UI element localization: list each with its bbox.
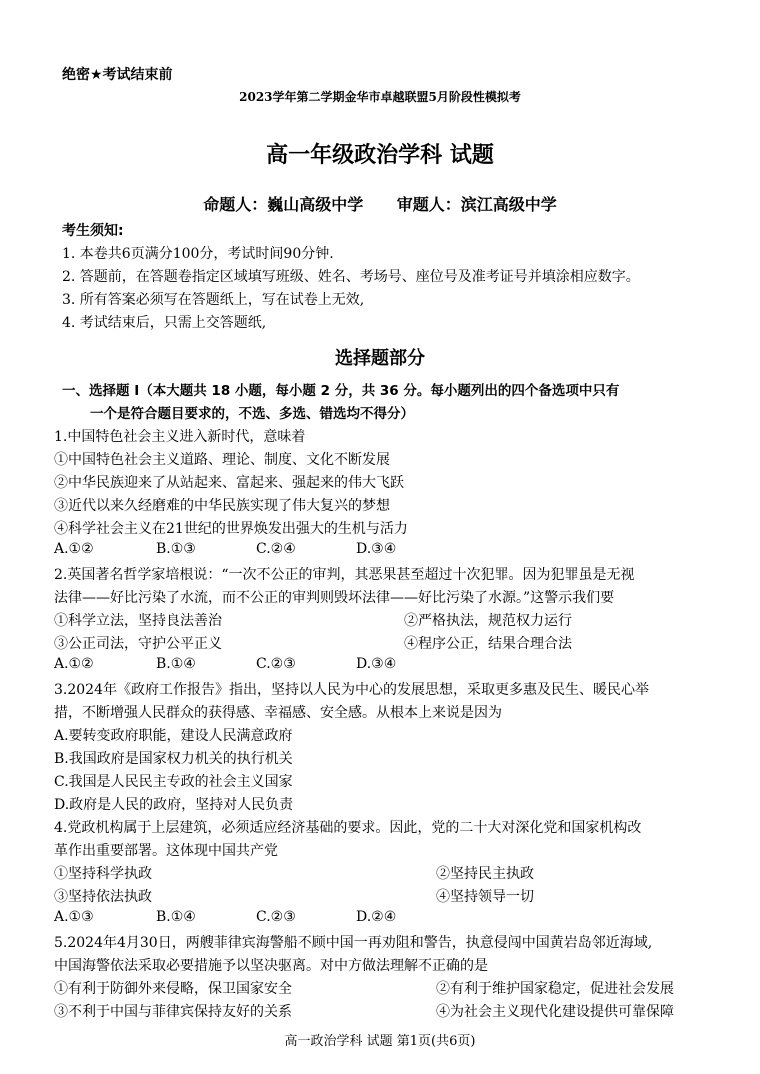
question-2-statement: ②严格执法，规范权力运行 [404, 613, 572, 629]
option-c: C.②④ [256, 541, 296, 557]
question-4-statement: ①坚持科学执政 [54, 866, 152, 882]
option-d: D.②④ [356, 909, 397, 925]
option-b: B.①③ [156, 541, 196, 557]
question-5-statement: ④为社会主义现代化建设提供可靠保障 [436, 1004, 674, 1020]
exam-subtitle: 高一年级政治学科 试题 [266, 142, 494, 168]
question-1-statement: ③近代以来久经磨难的中华民族实现了伟大复兴的梦想 [54, 498, 390, 514]
instruction-line-1: 一、选择题 I（本大题共 18 小题，每小题 2 分，共 36 分。每小题列出的四个备选项中只有 [62, 383, 620, 399]
option-b: B.①④ [156, 656, 196, 672]
question-4-stem: 4.党政机构属于上层建筑，必须适应经济基础的要求。因此，党的二十大对深化党和国家机构改 [54, 820, 642, 836]
question-1-statement: ①中国特色社会主义道路、理论、制度、文化不断发展 [54, 452, 390, 468]
question-2-statement: ①科学立法，坚持良法善治 [54, 613, 222, 629]
option-a: A.①③ [54, 909, 94, 925]
question-5-statement: ③不利于中国与菲律宾保持友好的关系 [54, 1004, 292, 1020]
option-a: A.要转变政府职能，建设人民满意政府 [54, 728, 293, 744]
question-1-statement: ②中华民族迎来了从站起来、富起来、强起来的伟大飞跃 [54, 475, 404, 491]
question-2-options [54, 656, 454, 676]
notice-item: 1. 本卷共6页满分100分，考试时间90分钟. [62, 246, 334, 262]
question-2-stem: 2.英国著名哲学家培根说：“一次不公正的审判，其恶果甚至超过十次犯罪。因为犯罪虽是无视 [54, 567, 635, 583]
question-1-stem: 1.中国特色社会主义进入新时代，意味着 [54, 429, 306, 445]
question-4-statement: ④坚持领导一切 [436, 889, 534, 905]
setter-label: 命题人：巍山高级中学 [203, 195, 364, 214]
question-4-statement: ③坚持依法执政 [54, 889, 152, 905]
option-d: D.③④ [356, 541, 397, 557]
option-d: D.③④ [356, 656, 397, 672]
notice-item: 3. 所有答案必须写在答题纸上，写在试卷上无效, [62, 292, 365, 308]
question-1-options [54, 541, 454, 561]
question-4-options [54, 909, 454, 929]
question-3-stem: 措，不断增强人民群众的获得感、幸福感、安全感。从根本上来说是因为 [54, 705, 502, 721]
exam-title: 2023学年第二学期金华市卓越联盟5月阶段性模拟考 [239, 90, 521, 104]
instruction-line-2: 一个是符合题目要求的，不选、多选、错选均不得分） [90, 406, 414, 422]
question-5-stem: 中国海警依法采取必要措施予以坚决驱离。对中方做法理解不正确的是 [54, 958, 488, 974]
notice-item: 4. 考试结束后，只需上交答题纸, [62, 315, 267, 331]
question-2-statement: ④程序公正，结果合理合法 [404, 636, 572, 652]
authors-line [0, 192, 760, 215]
question-3-stem: 3.2024年《政府工作报告》指出，坚持以人民为中心的发展思想，采取更多惠及民生、暖民心举 [54, 682, 649, 698]
notice-heading: 考生须知: [62, 223, 124, 239]
question-5-stem: 5.2024年4月30日，两艘菲律宾海警船不顾中国一再劝阻和警告，执意侵闯中国黄岩岛邻近海域, [54, 935, 653, 951]
notice-item: 2. 答题前，在答题卷指定区域填写班级、姓名、考场号、座位号及准考证号并填涂相应数字。 [62, 269, 640, 285]
option-a: A.①② [54, 656, 94, 672]
option-a: A.①② [54, 541, 94, 557]
option-d: D.政府是人民的政府，坚持对人民负责 [54, 797, 294, 813]
page-footer: 高一政治学科 试题 第1页(共6页) [284, 1034, 476, 1049]
option-c: C.②③ [256, 656, 296, 672]
option-c: C.②③ [256, 909, 296, 925]
question-4-statement: ②坚持民主执政 [436, 866, 534, 882]
reviewer-label: 审题人：滨江高级中学 [396, 195, 557, 214]
question-4-stem: 革作出重要部署。这体现中国共产党 [54, 843, 278, 859]
confidential-label: 绝密★考试结束前 [62, 67, 173, 83]
question-2-stem: 法律——好比污染了水流，而不公正的审判则毁坏法律——好比污染了水源。”这警示我们要 [54, 590, 615, 606]
question-5-statement: ②有利于维护国家稳定，促进社会发展 [436, 981, 674, 997]
option-b: B.我国政府是国家权力机关的执行机关 [54, 751, 293, 767]
question-1-statement: ④科学社会主义在21世纪的世界焕发出强大的生机与活力 [54, 521, 408, 537]
question-5-statement: ①有利于防御外来侵略，保卫国家安全 [54, 981, 292, 997]
option-b: B.①④ [156, 909, 196, 925]
section-title: 选择题部分 [335, 348, 425, 369]
question-2-statement: ③公正司法，守护公平正义 [54, 636, 222, 652]
option-c: C.我国是人民民主专政的社会主义国家 [54, 774, 293, 790]
